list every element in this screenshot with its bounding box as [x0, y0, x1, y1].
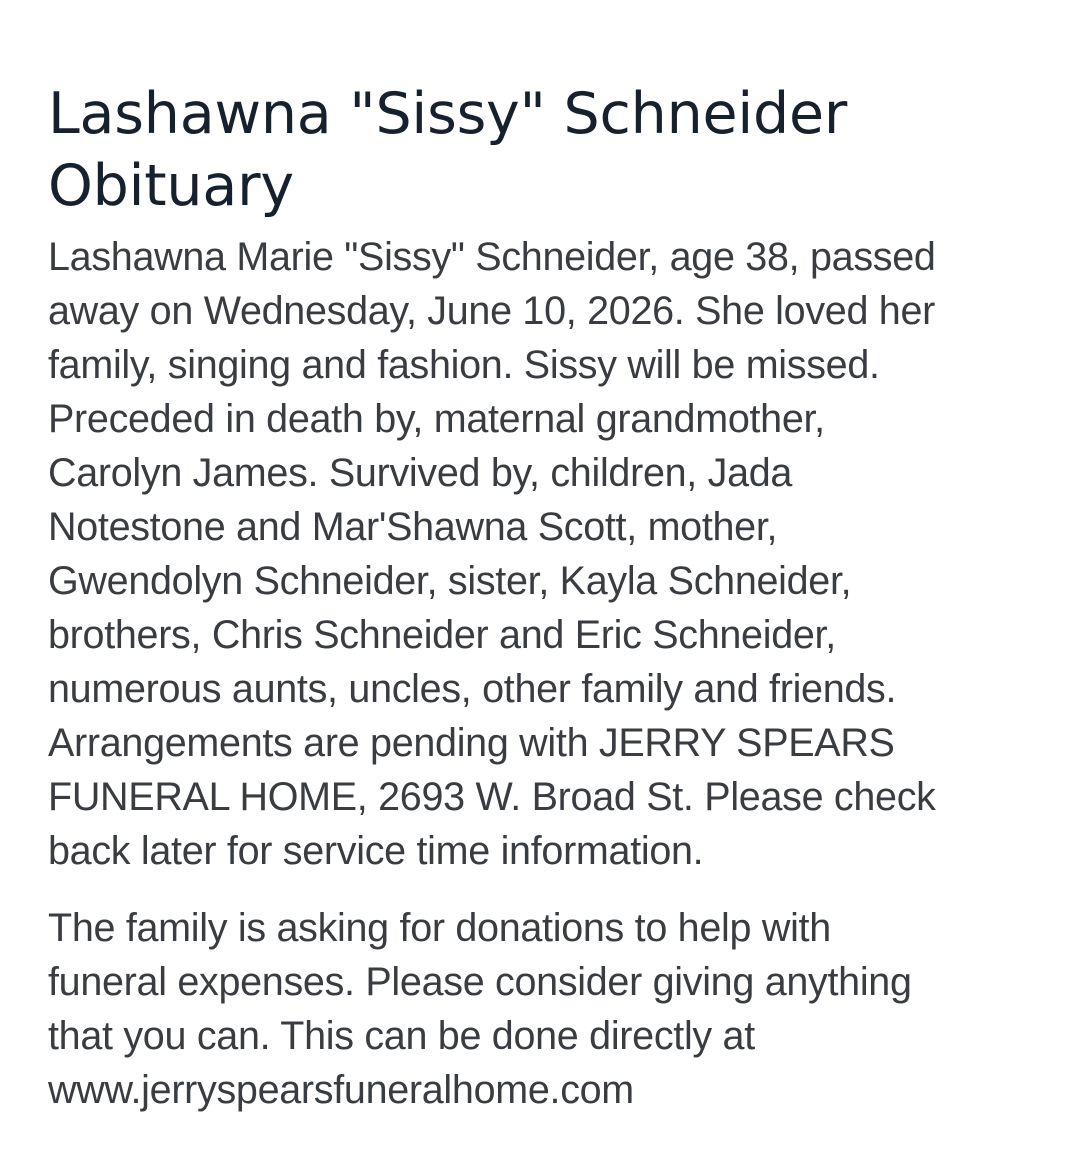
title-line: Lashawna "Sissy" Schneider [48, 81, 848, 147]
paragraph-line: Arrangements are pending with JERRY SPEARS [48, 721, 895, 765]
obituary-article [48, 78, 1048, 1117]
paragraph-line: Preceded in death by, maternal grandmother, [48, 397, 825, 441]
paragraph-line: Gwendolyn Schneider, sister, Kayla Schneider, [48, 559, 852, 603]
paragraph-line: funeral expenses. Please consider giving anything [48, 960, 912, 1004]
page-title [48, 78, 1048, 222]
website-url-text: www.jerryspearsfuneralhome.com [48, 1068, 634, 1112]
paragraph-line: Carolyn James. Survived by, children, Jada [48, 451, 793, 495]
paragraph-line: back later for service time information. [48, 829, 704, 873]
paragraph-line: FUNERAL HOME, 2693 W. Broad St. Please check [48, 775, 936, 819]
paragraph-line: Notestone and Mar'Shawna Scott, mother, [48, 505, 778, 549]
title-line: Obituary [48, 153, 294, 219]
paragraph-line: Lashawna Marie "Sissy" Schneider, age 38, passed [48, 235, 936, 279]
donation-paragraph [48, 901, 1048, 1117]
paragraph-line: numerous aunts, uncles, other family and friends. [48, 667, 897, 711]
obituary-paragraph [48, 230, 1048, 878]
paragraph-line: that you can. This can be done directly at [48, 1014, 755, 1058]
paragraph-line: family, singing and fashion. Sissy will be missed. [48, 343, 880, 387]
paragraph-line: away on Wednesday, June 10, 2026. She loved her [48, 289, 935, 333]
paragraph-line: The family is asking for donations to help with [48, 906, 831, 950]
paragraph-line: brothers, Chris Schneider and Eric Schneider, [48, 613, 836, 657]
